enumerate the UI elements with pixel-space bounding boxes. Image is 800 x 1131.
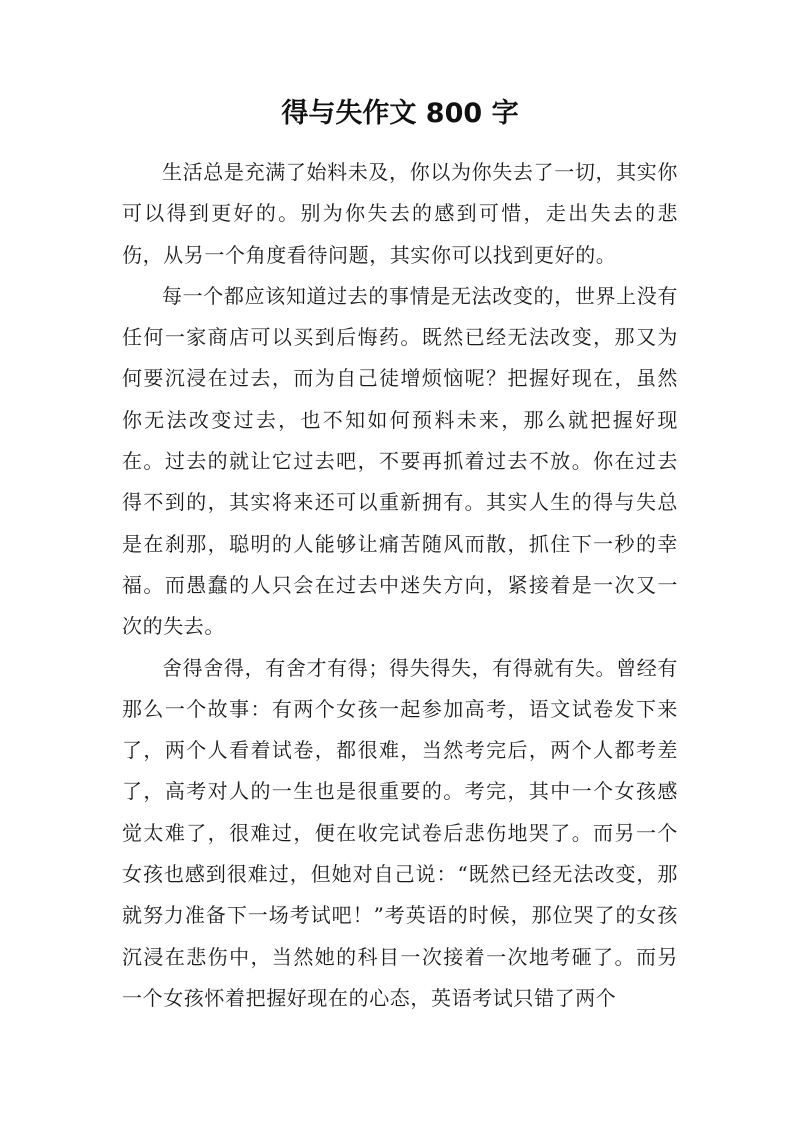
document-title: 得与失作文 800 字 (281, 98, 519, 129)
document-body (122, 152, 678, 1019)
paragraph-2: 每一个都应该知道过去的事情是无法改变的，世界上没有任何一家商店可以买到后悔药。既然已经无法改变，那又为何要沉浸在过去，而为自己徒增烦恼呢？把握好现在，虽然你无法改变过去，也不知如何预料未来，那么就把握好现在。过去的就让它过去吧，不要再抓着过去不放。你在过去得不到的，其实将来还可以重新拥有。其实人生的得与失总是在刹那，聪明的人能够让痛苦随风而散，抓住下一秒的幸福。而愚蠢的人只会在过去中迷失方向，紧接着是一次又一次的失去。 (122, 283, 678, 639)
paragraph-1: 生活总是充满了始料未及，你以为你失去了一切，其实你可以得到更好的。别为你失去的感到可惜，走出失去的悲伤，从另一个角度看待问题，其实你可以找到更好的。 (122, 160, 678, 267)
paragraph-3: 舍得舍得，有舍才有得；得失得失，有得就有失。曾经有那么一个故事：有两个女孩一起参加高考，语文试卷发下来了，两个人看着试卷，都很难，当然考完后，两个人都考差了，高考对人的一生也是很重要的。考完，其中一个女孩感觉太难了，很难过，便在收完试卷后悲伤地哭了。而另一个女孩也感到很难过，但她对自己说：“既然已经无法改变，那就努力准备下一场考试吧！”考英语的时候，那位哭了的女孩沉浸在悲伤中，当然她的科目一次接着一次地考砸了。而另一个女孩怀着把握好现在的心态，英语考试只错了两个 (122, 655, 678, 1010)
